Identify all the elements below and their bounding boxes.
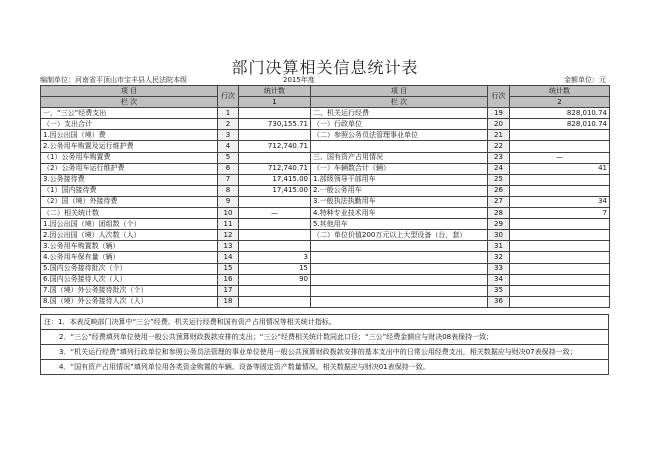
- row-left-value: 730,155.71: [239, 119, 311, 130]
- row-left-value: [239, 230, 311, 241]
- row-right-value: [510, 263, 610, 274]
- row-right-label: 二、机关运行经费: [311, 108, 488, 119]
- row-right-label: [311, 296, 488, 307]
- header-rowno-right: 行次: [488, 86, 510, 108]
- row-right-value: [510, 230, 610, 241]
- row-right-no: 36: [488, 296, 510, 307]
- row-right-no: 19: [488, 108, 510, 119]
- row-left-label: （1）公务用车购置费: [41, 152, 218, 163]
- row-left-value: 712,740.71: [239, 163, 311, 174]
- table-subheader-row: [41, 97, 610, 108]
- header-rowno-left: 行次: [218, 86, 239, 108]
- header-item-left: 项 目: [41, 86, 218, 97]
- row-left-label: （2）公务用车运行维护费: [41, 163, 218, 174]
- row-left-value: [239, 108, 311, 119]
- table-row: [41, 163, 610, 174]
- stats-table: [40, 85, 610, 308]
- header-stat-right: 统计数: [510, 86, 610, 97]
- row-left-label: 1.因公出国（境）费: [41, 130, 218, 141]
- table-row: [41, 185, 610, 196]
- row-right-no: 20: [488, 119, 510, 130]
- row-left-label: 2.因公出国（境）人次数（人）: [41, 230, 218, 241]
- subheader-num-right: 2: [510, 97, 610, 108]
- note-row: [41, 360, 609, 375]
- row-right-no: 24: [488, 163, 510, 174]
- row-left-no: 13: [218, 241, 239, 252]
- row-left-label: （一）支出合计: [41, 119, 218, 130]
- row-right-value: [510, 141, 610, 152]
- row-left-label: （2）国（境）外接待费: [41, 196, 218, 207]
- note-row: [41, 315, 609, 330]
- row-left-value: [239, 152, 311, 163]
- table-row: [41, 152, 610, 163]
- row-left-value: [239, 296, 311, 307]
- table-row: [41, 174, 610, 185]
- row-left-label: 一、“三公”经费支出: [41, 108, 218, 119]
- row-right-no: 27: [488, 196, 510, 207]
- row-right-label: （一）车辆数合计（辆）: [311, 163, 488, 174]
- row-left-label: （1）国内接待费: [41, 185, 218, 196]
- row-left-label: （二）相关统计数: [41, 208, 218, 219]
- row-left-label: 4.公务用车保有量（辆）: [41, 252, 218, 263]
- table-row: [41, 208, 610, 219]
- row-left-label: 3.公务用车购置数（辆）: [41, 241, 218, 252]
- amount-unit-label: 金额单位：元: [564, 76, 606, 84]
- row-right-value: 828,010.74: [510, 108, 610, 119]
- notes-table: [40, 314, 609, 375]
- table-row: [41, 263, 610, 274]
- row-right-label: 5.其他用车: [311, 219, 488, 230]
- row-right-no: 31: [488, 241, 510, 252]
- row-right-label: 2.一般公务用车: [311, 185, 488, 196]
- row-left-no: 2: [218, 119, 239, 130]
- header-item-right: 项 目: [311, 86, 488, 97]
- table-row: [41, 285, 610, 296]
- row-right-label: [311, 285, 488, 296]
- table-row: [41, 108, 610, 119]
- row-left-value: [239, 196, 311, 207]
- row-left-value: [239, 130, 311, 141]
- table-header-row: [41, 86, 610, 97]
- row-right-value: [510, 274, 610, 285]
- row-right-label: [311, 252, 488, 263]
- row-right-no: 33: [488, 263, 510, 274]
- row-left-label: 5.国内公务接待批次（个）: [41, 263, 218, 274]
- row-right-no: 25: [488, 174, 510, 185]
- row-right-label: 1.部级领导干部用车: [311, 174, 488, 185]
- row-left-value: [239, 241, 311, 252]
- row-left-value: 17,415.00: [239, 185, 311, 196]
- note-text: 2．“三公”经费填列单位使用一般公共预算财政拨款安排的支出；“三公”经费相关统计数同此口径；“三公”经费金额应与财决08表保持一致；: [41, 330, 609, 345]
- row-left-value: [239, 285, 311, 296]
- table-row: [41, 196, 610, 207]
- row-right-value: [510, 252, 610, 263]
- row-left-no: 4: [218, 141, 239, 152]
- row-right-no: 22: [488, 141, 510, 152]
- note-row: [41, 345, 609, 360]
- row-left-no: 10: [218, 208, 239, 219]
- row-left-no: 1: [218, 108, 239, 119]
- row-left-label: 6.国内公务接待人次（人）: [41, 274, 218, 285]
- row-right-value: [510, 219, 610, 230]
- row-right-label: [311, 263, 488, 274]
- subheader-col-left: 栏 次: [41, 97, 218, 108]
- page-title: 部门决算相关信息统计表: [231, 58, 419, 77]
- row-left-no: 7: [218, 174, 239, 185]
- year-label: 2015年度: [283, 76, 315, 84]
- row-right-label: 4.特种专业技术用车: [311, 208, 488, 219]
- table-row: [41, 130, 610, 141]
- row-right-no: 28: [488, 208, 510, 219]
- row-right-no: 32: [488, 252, 510, 263]
- header-stat-left: 统计数: [239, 86, 311, 97]
- row-right-value: —: [510, 152, 610, 163]
- row-left-no: 15: [218, 263, 239, 274]
- subheader-num-left: 1: [239, 97, 311, 108]
- row-left-no: 14: [218, 252, 239, 263]
- row-right-no: 30: [488, 230, 510, 241]
- row-right-value: 7: [510, 208, 610, 219]
- row-left-no: 12: [218, 230, 239, 241]
- table-row: [41, 241, 610, 252]
- row-right-value: [510, 174, 610, 185]
- row-left-label: 2.公务用车购置及运行维护费: [41, 141, 218, 152]
- row-right-no: 26: [488, 185, 510, 196]
- row-left-no: 6: [218, 163, 239, 174]
- row-right-label: 三、国有资产占用情况: [311, 152, 488, 163]
- row-right-value: [510, 296, 610, 307]
- table-row: [41, 252, 610, 263]
- note-text: 3．“机关运行经费”填列行政单位和参照公务员法管理的事业单位使用一般公共预算财政拨款安排的基本支出中的日常公用经费支出，相关数据应与财决07表保持一致；: [41, 345, 609, 360]
- row-left-label: 1.因公出国（境）团组数（个）: [41, 219, 218, 230]
- table-row: [41, 119, 610, 130]
- row-right-no: 29: [488, 219, 510, 230]
- row-right-value: 41: [510, 163, 610, 174]
- row-left-value: 17,415.00: [239, 174, 311, 185]
- row-left-value: 90: [239, 274, 311, 285]
- row-right-label: （二）参照公务员法管理事业单位: [311, 130, 488, 141]
- row-left-label: 8.国（境）外公务接待人次（人）: [41, 296, 218, 307]
- row-left-value: 3: [239, 252, 311, 263]
- row-left-value: —: [239, 208, 311, 219]
- row-right-value: 828,010.74: [510, 119, 610, 130]
- row-right-value: [510, 185, 610, 196]
- row-right-value: 34: [510, 196, 610, 207]
- row-right-label: （一）行政单位: [311, 119, 488, 130]
- row-left-no: 8: [218, 185, 239, 196]
- row-right-label: 3.一般执法执勤用车: [311, 196, 488, 207]
- row-left-value: 15: [239, 263, 311, 274]
- note-text: 注：1．本表反映部门决算中“三公”经费、机关运行经费和国有资产占用情况等相关统计指标。: [41, 315, 609, 330]
- row-right-label: [311, 274, 488, 285]
- row-right-label: （二）单位价值200万元以上大型设备（台，套）: [311, 230, 488, 241]
- row-left-no: 5: [218, 152, 239, 163]
- row-left-no: 18: [218, 296, 239, 307]
- note-text: 4．“国有资产占用情况”填列单位用各类资金购置的车辆、设备等固定资产数量情况，相关数据应与财决01表保持一致。: [41, 360, 609, 375]
- note-row: [41, 330, 609, 345]
- row-left-no: 11: [218, 219, 239, 230]
- row-right-label: [311, 141, 488, 152]
- table-row: [41, 230, 610, 241]
- row-left-no: 16: [218, 274, 239, 285]
- row-right-no: 23: [488, 152, 510, 163]
- row-left-no: 9: [218, 196, 239, 207]
- table-row: [41, 141, 610, 152]
- row-left-value: 712,740.71: [239, 141, 311, 152]
- subheader-col-right: 栏 次: [311, 97, 488, 108]
- row-left-no: 3: [218, 130, 239, 141]
- table-row: [41, 219, 610, 230]
- row-left-no: 17: [218, 285, 239, 296]
- row-left-label: 3.公务接待费: [41, 174, 218, 185]
- row-right-no: 21: [488, 130, 510, 141]
- table-row: [41, 296, 610, 307]
- row-right-value: [510, 130, 610, 141]
- table-row: [41, 274, 610, 285]
- row-left-value: [239, 219, 311, 230]
- row-right-no: 35: [488, 285, 510, 296]
- row-left-label: 7.国（境）外公务接待批次（个）: [41, 285, 218, 296]
- row-right-label: [311, 241, 488, 252]
- row-right-value: [510, 241, 610, 252]
- unit-label: 编制单位：河南省平顶山市宝丰县人民法院本级: [40, 76, 187, 84]
- row-right-no: 34: [488, 274, 510, 285]
- row-right-value: [510, 285, 610, 296]
